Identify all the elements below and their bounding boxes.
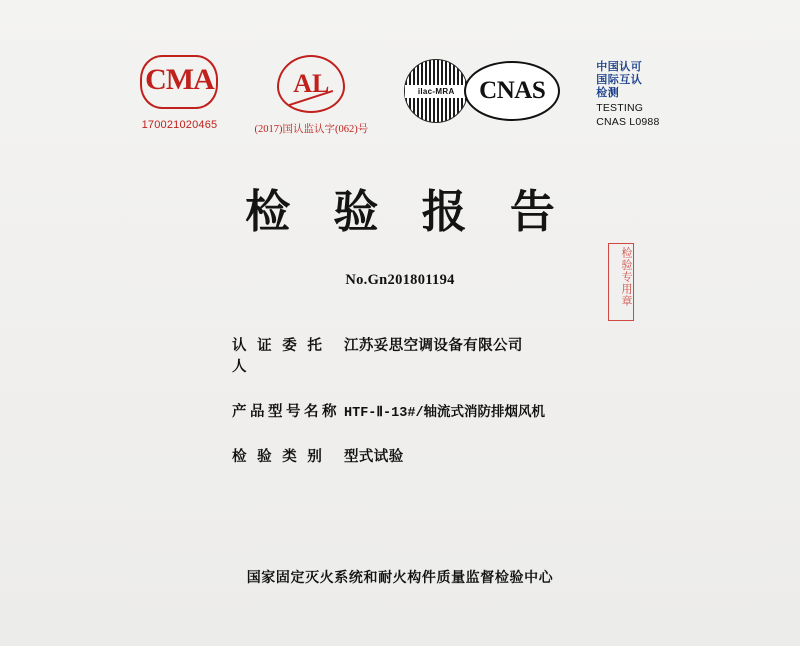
certification-marks-row [0, 55, 800, 165]
cma-number: 170021020465 [141, 119, 218, 131]
ilac-cnas-group [404, 59, 560, 123]
cma-mark [140, 55, 218, 131]
ilac-mra-circle-icon [404, 59, 468, 123]
field-row [232, 334, 652, 376]
field-value-product: HTF-Ⅱ-13#/轴流式消防排烟风机 [344, 406, 546, 421]
cnas-side-cn-line1: 中国认可 [596, 61, 643, 73]
cnas-side-text-block [596, 55, 659, 129]
field-label-product: 产品型号名称 [232, 404, 340, 420]
field-row [232, 445, 652, 466]
cnas-side-cn-line2: 国际互认 [596, 73, 643, 86]
page-title: 检 验 报 告 [245, 187, 571, 237]
ilac-cnas-mark [404, 55, 560, 123]
ilac-band-text: ilac-MRA [405, 85, 467, 99]
field-row [232, 400, 652, 421]
cnas-side-en-line2: CNAS L0988 [596, 116, 660, 129]
cnas-logo-text: CNAS [479, 77, 546, 104]
cal-logo-text: AL [293, 69, 330, 98]
cma-oval-icon [140, 55, 218, 109]
cnas-side-cn-line3: 检测 [596, 86, 620, 99]
cnas-oval-icon [464, 61, 560, 121]
field-value-test-type: 型式试验 [344, 449, 404, 465]
cma-logo-text: CMA [145, 63, 214, 96]
field-label-client: 认 证 委 托 人 [232, 338, 326, 375]
cal-seal-icon [277, 55, 345, 113]
cal-mark [254, 55, 368, 136]
field-label-test-type: 检 验 类 别 [232, 449, 326, 465]
report-fields [232, 334, 652, 490]
field-value-client: 江苏妥思空调设备有限公司 [344, 338, 523, 354]
red-seal-stamp: 检验专用章 [608, 243, 634, 321]
cnas-side-en-line1: TESTING [596, 101, 644, 114]
report-number: No.Gn201801194 [345, 272, 455, 288]
issuing-authority: 国家固定灭火系统和耐火构件质量监督检验中心 [246, 571, 554, 586]
cal-number: (2017)国认监认字(062)号 [254, 124, 369, 135]
